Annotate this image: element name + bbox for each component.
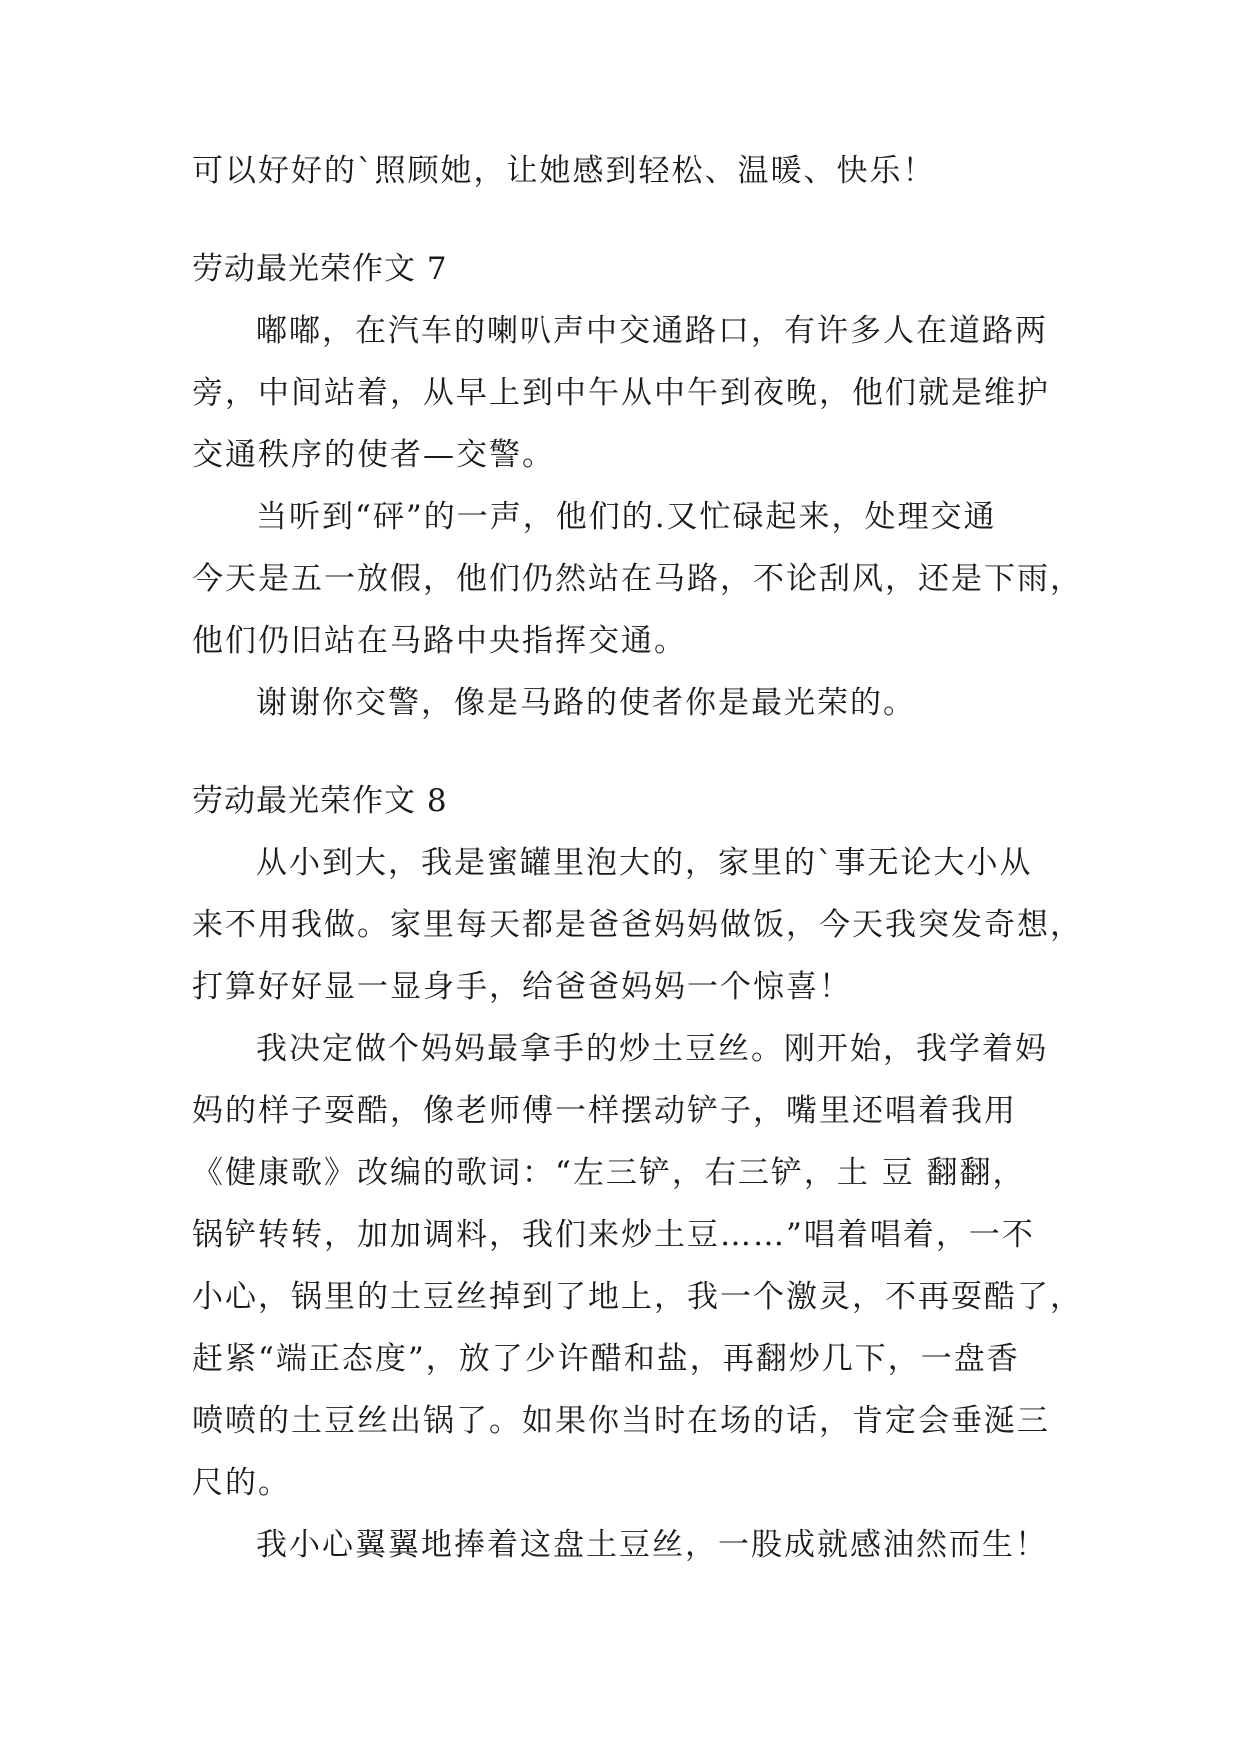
text-line: 尺的。 [192, 1465, 291, 1501]
text-line: 喷喷的土豆丝出锅了。如果你当时在场的话，肯定会垂涎三 [192, 1403, 1050, 1439]
text-line: 我决定做个妈妈最拿手的炒土豆丝。刚开始，我学着妈 [256, 1031, 1048, 1067]
text-line: 我小心翼翼地捧着这盘土豆丝，一股成就感油然而生！ [256, 1527, 1048, 1563]
text-line: 今天是五一放假，他们仍然站在马路，不论刮风，还是下雨， [192, 561, 1083, 597]
text-line: 他们仍旧站在马路中央指挥交通。 [192, 623, 687, 659]
spacer [192, 202, 1052, 238]
text-line: 当听到“砰”的一声，他们的.又忙碌起来，处理交通 [256, 499, 997, 535]
text-line: 可以好好的`照顾她，让她感到轻松、温暖、快乐！ [192, 153, 936, 189]
essay-title: 劳动最光荣作文 8 [192, 783, 448, 819]
document-page [192, 140, 1083, 1576]
text-line: 妈的样子耍酷，像老师傅一样摆动铲子，嘴里还唱着我用 [192, 1093, 1017, 1129]
text-line: 小心，锅里的土豆丝掉到了地上，我一个激灵，不再耍酷了， [192, 1279, 1083, 1315]
text-line: 赶紧“端正态度”，放了少许醋和盐，再翻炒几下，一盘香 [192, 1341, 1020, 1377]
spacer [192, 734, 1052, 770]
text-line: 从小到大，我是蜜罐里泡大的，家里的`事无论大小从 [256, 845, 1033, 881]
text-line: 交通秩序的使者—交警。 [192, 437, 555, 473]
essay-title: 劳动最光荣作文 7 [192, 251, 448, 287]
text-line: 谢谢你交警，像是马路的使者你是最光荣的。 [256, 685, 916, 721]
text-line: 锅铲转转，加加调料，我们来炒土豆……”唱着唱着，一不 [192, 1217, 1035, 1253]
text-line: 来不用我做。家里每天都是爸爸妈妈做饭，今天我突发奇想， [192, 907, 1083, 943]
text-line: 《健康歌》改编的歌词：“左三铲，右三铲，土 豆 翻翻， [192, 1155, 1026, 1191]
text-line: 嘟嘟，在汽车的喇叭声中交通路口，有许多人在道路两 [256, 313, 1048, 349]
text-line: 旁，中间站着，从早上到中午从中午到夜晚，他们就是维护 [192, 375, 1050, 411]
text-line: 打算好好显一显身手，给爸爸妈妈一个惊喜！ [192, 969, 852, 1005]
